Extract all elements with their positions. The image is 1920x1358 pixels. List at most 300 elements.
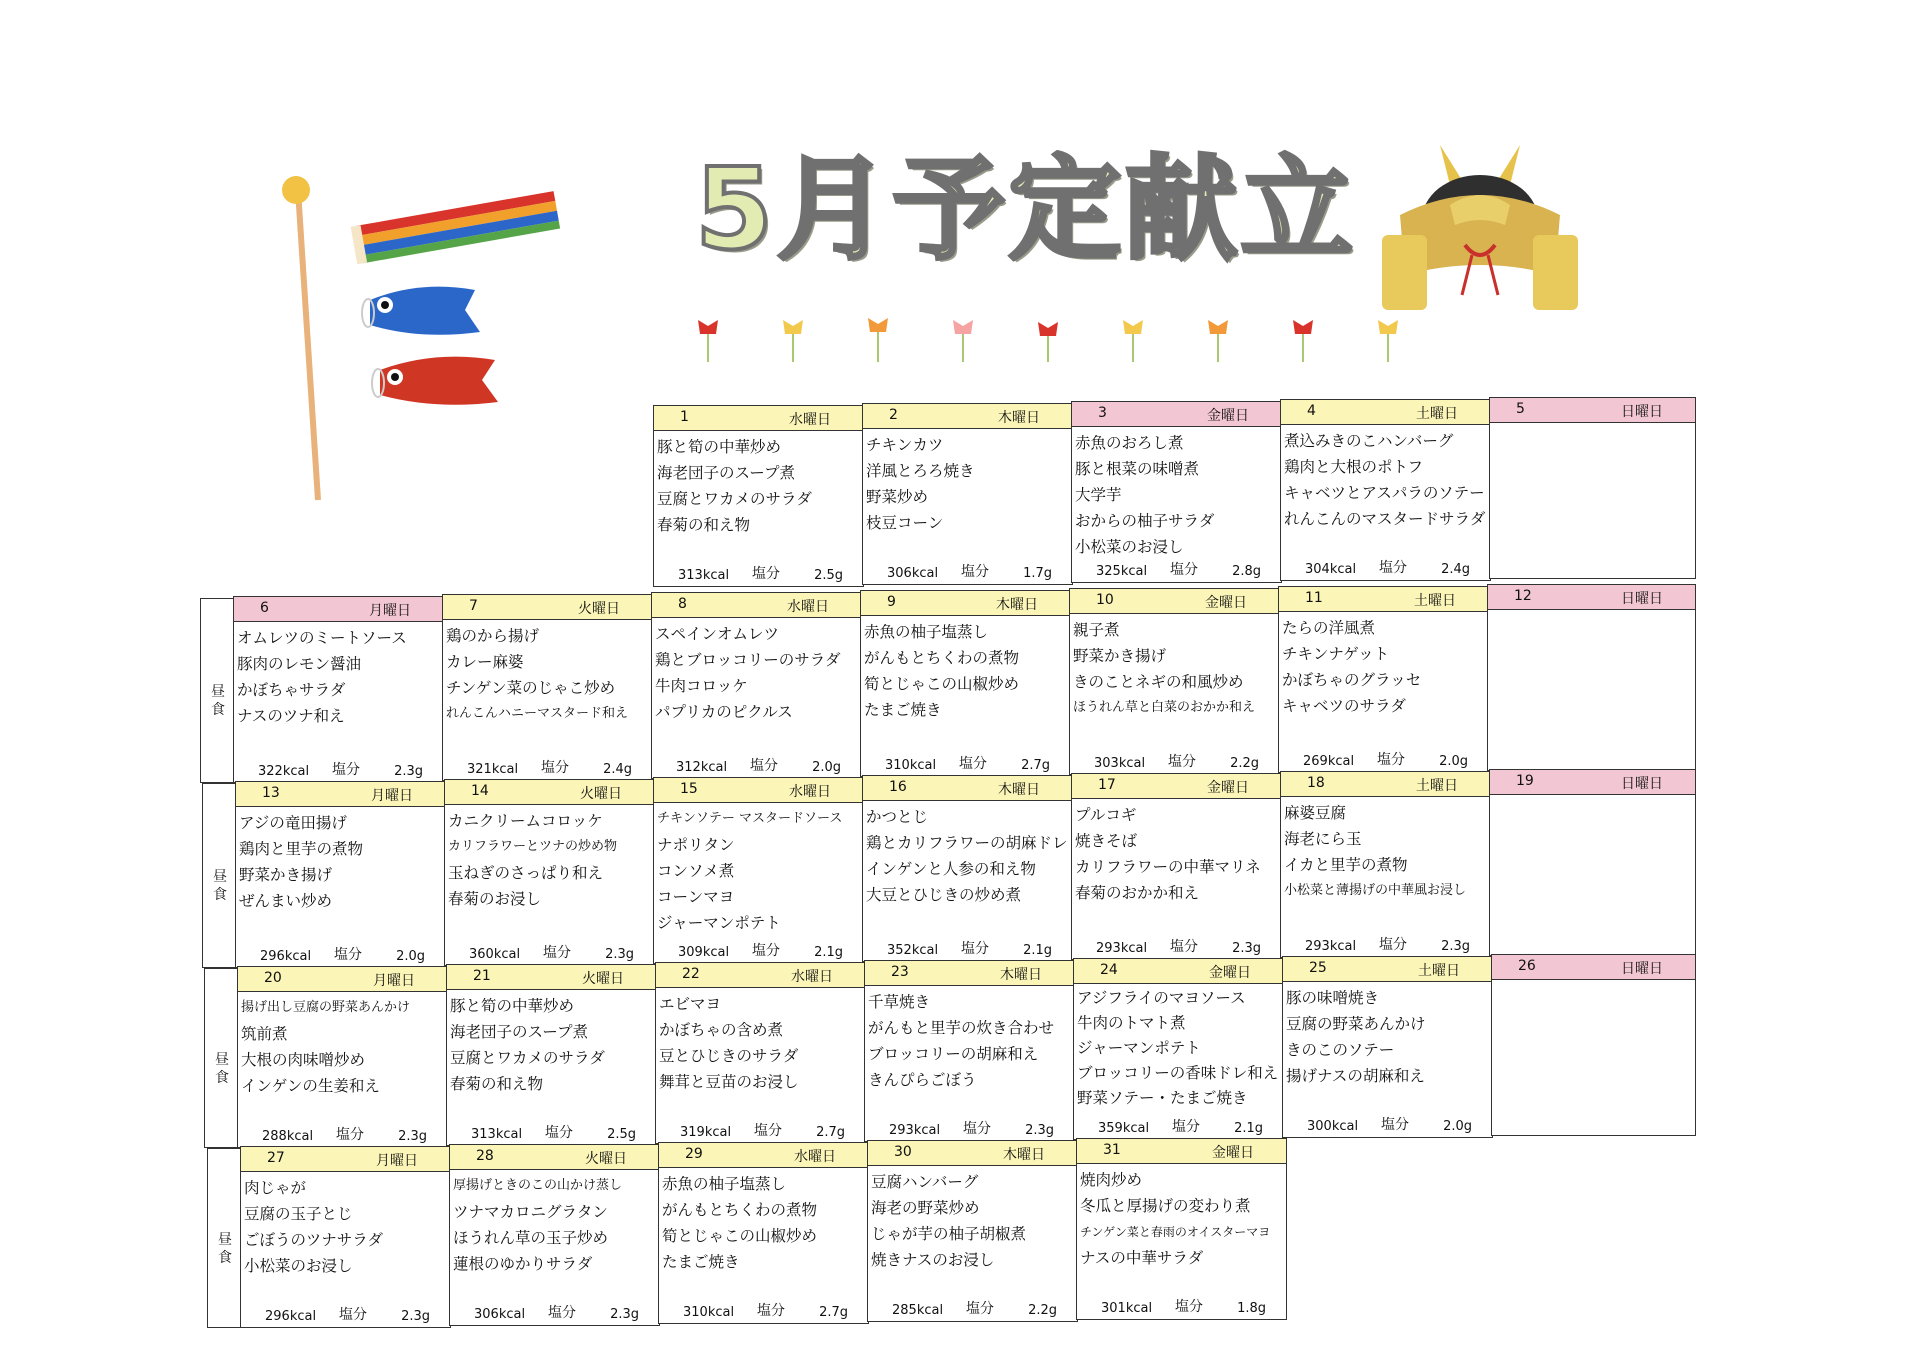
day-number: 8	[678, 596, 687, 612]
menu-item: 枝豆コーン	[866, 514, 944, 532]
salt-label: 塩分	[339, 1307, 367, 1323]
menu-item: れんこんハニーマスタード和え	[446, 706, 629, 721]
day-cell	[442, 594, 653, 781]
day-number: 21	[473, 968, 491, 984]
menu-item: 赤魚の柚子塩蒸し	[662, 1175, 787, 1193]
salt-value: 2.8g	[1232, 564, 1261, 579]
menu-item: 野菜ソテー・たまご焼き	[1077, 1089, 1248, 1107]
day-cell	[1280, 771, 1491, 958]
menu-item: 筍とじゃこの山椒炒め	[864, 675, 1020, 693]
menu-item: がんもとちくわの煮物	[864, 649, 1020, 667]
weekday-label: 火曜日	[585, 1151, 627, 1167]
salt-label: 塩分	[750, 758, 778, 774]
menu-list	[866, 804, 1070, 908]
menu-item: 筑前煮	[241, 1025, 288, 1043]
kcal-value: 310kcal	[683, 1305, 735, 1320]
menu-list	[868, 989, 1072, 1093]
koinobori-illustration	[270, 170, 570, 510]
salt-value: 2.5g	[814, 568, 843, 583]
day-number: 12	[1514, 588, 1532, 604]
menu-item: カニクリームコロッケ	[448, 812, 603, 830]
menu-item: 鶏とカリフラワーの胡麻ドレ	[866, 834, 1068, 852]
salt-label: 塩分	[1170, 562, 1198, 578]
menu-item: 牛肉のトマト煮	[1077, 1014, 1186, 1032]
menu-list	[1284, 428, 1488, 532]
tulip-icon	[868, 318, 888, 362]
nutrition-footer	[887, 940, 1052, 958]
menu-list	[239, 810, 443, 914]
menu-item: 揚げ出し豆腐の野菜あんかけ	[241, 1000, 411, 1015]
menu-list	[1286, 985, 1490, 1089]
day-number: 24	[1100, 962, 1118, 978]
salt-label: 塩分	[545, 1125, 573, 1141]
salt-value: 2.4g	[1441, 562, 1470, 577]
menu-list	[1077, 986, 1281, 1111]
menu-item: コーンマヨ	[657, 888, 735, 906]
weekday-label: 月曜日	[373, 973, 415, 989]
kcal-value: 288kcal	[262, 1129, 314, 1144]
salt-label: 塩分	[543, 945, 571, 961]
day-cell	[1073, 958, 1284, 1140]
menu-item: 春菊のお浸し	[448, 890, 542, 908]
tulip-icon	[1378, 320, 1398, 362]
day-cell	[444, 779, 655, 966]
menu-item: かぼちゃのグラッセ	[1282, 671, 1422, 689]
salt-label: 塩分	[1172, 1119, 1200, 1135]
weekday-label: 日曜日	[1621, 776, 1663, 792]
menu-item: ぜんまい炒め	[239, 892, 333, 910]
weekday-label: 金曜日	[1209, 965, 1251, 981]
salt-label: 塩分	[959, 756, 987, 772]
menu-item: 豆とひじきのサラダ	[659, 1047, 799, 1065]
menu-item: カリフラワーとツナの炒め物	[448, 839, 618, 854]
menu-item: プルコギ	[1075, 806, 1137, 824]
menu-item: ごぼうのツナサラダ	[244, 1231, 384, 1249]
kcal-value: 359kcal	[1098, 1121, 1150, 1136]
menu-list	[244, 1175, 448, 1279]
salt-value: 2.0g	[1443, 1119, 1472, 1134]
day-number: 18	[1307, 775, 1325, 791]
meal-label-lunch: 昼 食	[204, 968, 239, 1148]
menu-item: 海老団子のスープ煮	[657, 464, 795, 482]
kcal-value: 285kcal	[892, 1303, 944, 1318]
day-cell	[235, 781, 446, 968]
menu-item: 小松菜のお浸し	[244, 1257, 353, 1275]
menu-item: きのことネギの和風炒め	[1073, 673, 1244, 691]
nutrition-footer	[467, 759, 632, 777]
weekday-label: 土曜日	[1418, 963, 1460, 979]
salt-value: 1.7g	[1023, 566, 1052, 581]
day-cell	[1280, 399, 1491, 581]
menu-item: 小松菜と薄揚げの中華風お浸し	[1284, 883, 1467, 898]
nutrition-footer	[885, 755, 1050, 773]
menu-item: 赤魚の柚子塩蒸し	[864, 623, 989, 641]
day-number: 13	[262, 785, 280, 801]
menu-list	[662, 1171, 866, 1275]
nutrition-footer	[1096, 561, 1261, 579]
kcal-value: 313kcal	[678, 568, 730, 583]
day-number: 30	[894, 1144, 912, 1160]
menu-item: ナスのツナ和え	[237, 707, 345, 725]
menu-item: 豚肉のレモン醤油	[237, 655, 362, 673]
tulip-icon	[1038, 322, 1058, 362]
kcal-value: 293kcal	[1096, 941, 1148, 956]
day-cell	[864, 960, 1075, 1142]
tulip-icon	[1123, 320, 1143, 362]
menu-item: 豚と筍の中華炒め	[657, 438, 782, 456]
menu-list	[1080, 1167, 1284, 1271]
tulip-row-decoration	[680, 310, 1420, 370]
salt-value: 2.3g	[401, 1309, 430, 1324]
menu-item: たらの洋風煮	[1282, 619, 1376, 637]
salt-value: 2.5g	[607, 1127, 636, 1142]
nutrition-footer	[258, 761, 423, 779]
day-cell	[651, 592, 862, 779]
menu-item: イカと里芋の煮物	[1284, 856, 1408, 874]
salt-value: 2.1g	[814, 945, 843, 960]
nutrition-footer	[680, 1122, 845, 1140]
menu-item: 麻婆豆腐	[1284, 804, 1347, 822]
day-number: 20	[264, 970, 282, 986]
menu-item: 玉ねぎのさっぱり和え	[448, 864, 604, 882]
weekday-label: 木曜日	[996, 597, 1038, 613]
menu-list	[1075, 802, 1279, 906]
page-title: 5月予定献立	[695, 145, 1357, 275]
salt-value: 2.0g	[812, 760, 841, 775]
menu-item: 赤魚のおろし煮	[1075, 434, 1184, 452]
menu-item: 鶏肉と大根のポトフ	[1284, 458, 1424, 476]
menu-item: ブロッコリーの香味ドレ和え	[1077, 1064, 1279, 1082]
salt-value: 2.3g	[1025, 1123, 1054, 1138]
weekday-label: 水曜日	[789, 412, 831, 428]
day-cell	[449, 1144, 660, 1326]
day-number: 4	[1307, 403, 1316, 419]
weekday-label: 金曜日	[1205, 595, 1247, 611]
salt-label: 塩分	[332, 762, 360, 778]
nutrition-footer	[474, 1304, 639, 1322]
salt-label: 塩分	[752, 943, 780, 959]
day-number: 9	[887, 594, 896, 610]
menu-item: きんぴらごぼう	[868, 1071, 977, 1089]
menu-item: かつとじ	[866, 808, 929, 826]
nutrition-footer	[889, 1120, 1054, 1138]
menu-item: 野菜炒め	[866, 488, 929, 506]
kcal-value: 306kcal	[474, 1307, 526, 1322]
menu-item: 春菊の和え物	[450, 1075, 544, 1093]
day-number: 31	[1103, 1142, 1121, 1158]
day-number: 23	[891, 964, 909, 980]
day-number: 19	[1516, 773, 1534, 789]
menu-item: ほうれん草と白菜のおかか和え	[1073, 700, 1256, 715]
salt-label: 塩分	[963, 1121, 991, 1137]
weekday-label: 木曜日	[998, 782, 1040, 798]
menu-item: かぼちゃサラダ	[237, 681, 346, 699]
salt-label: 塩分	[966, 1301, 994, 1317]
salt-value: 2.3g	[610, 1307, 639, 1322]
menu-item: 大学芋	[1075, 486, 1122, 504]
day-cell	[446, 964, 657, 1146]
menu-item: カリフラワーの中華マリネ	[1075, 858, 1261, 876]
day-cell	[1489, 397, 1696, 579]
salt-value: 2.3g	[1441, 939, 1470, 954]
day-number: 2	[889, 407, 898, 423]
weekday-label: 金曜日	[1207, 408, 1249, 424]
menu-item: ジャーマンポテト	[1077, 1039, 1201, 1057]
kcal-value: 310kcal	[885, 758, 937, 773]
menu-item: 海老団子のスープ煮	[450, 1023, 588, 1041]
day-cell	[1069, 588, 1280, 775]
salt-label: 塩分	[1170, 939, 1198, 955]
menu-item: ほうれん草の玉子炒め	[453, 1229, 609, 1247]
menu-item: 親子煮	[1073, 621, 1120, 639]
day-cell	[1282, 956, 1493, 1138]
salt-label: 塩分	[1381, 1117, 1409, 1133]
nutrition-footer	[469, 944, 634, 962]
weekday-label: 日曜日	[1621, 404, 1663, 420]
day-cell	[237, 966, 448, 1148]
salt-label: 塩分	[1168, 754, 1196, 770]
kcal-value: 319kcal	[680, 1125, 732, 1140]
menu-item: カレー麻婆	[446, 653, 524, 671]
menu-item: 豚と根菜の味噌煮	[1075, 460, 1200, 478]
menu-item: 牛肉コロッケ	[655, 677, 748, 695]
menu-item: 焼きナスのお浸し	[871, 1251, 995, 1269]
weekday-label: 水曜日	[789, 784, 831, 800]
salt-label: 塩分	[334, 947, 362, 963]
meal-label-lunch: 昼 食	[202, 783, 237, 968]
weekday-label: 月曜日	[369, 603, 411, 619]
menu-item: きのこのソテー	[1286, 1041, 1395, 1059]
menu-item: 豆腐とワカメのサラダ	[450, 1049, 605, 1067]
menu-list	[450, 993, 654, 1097]
menu-list	[657, 806, 861, 936]
menu-item: 野菜かき揚げ	[239, 866, 333, 884]
nutrition-footer	[678, 942, 843, 960]
menu-item: チンゲン菜のじゃこ炒め	[446, 679, 616, 697]
salt-value: 2.4g	[603, 762, 632, 777]
nutrition-footer	[1305, 559, 1470, 577]
kcal-value: 296kcal	[265, 1309, 317, 1324]
weekday-label: 土曜日	[1416, 406, 1458, 422]
nutrition-footer	[1096, 938, 1261, 956]
kcal-value: 322kcal	[258, 764, 310, 779]
menu-item: ブロッコリーの胡麻和え	[868, 1045, 1039, 1063]
menu-list	[655, 621, 859, 725]
menu-item: インゲンの生姜和え	[241, 1077, 380, 1095]
weekday-label: 水曜日	[794, 1149, 836, 1165]
salt-value: 2.7g	[816, 1125, 845, 1140]
menu-item: キャベツとアスパラのソテー	[1284, 484, 1485, 502]
nutrition-footer	[1101, 1298, 1266, 1316]
kcal-value: 352kcal	[887, 943, 939, 958]
menu-item: チキンナゲット	[1282, 645, 1390, 663]
day-number: 3	[1098, 405, 1107, 421]
day-cell	[233, 596, 444, 783]
menu-item: 焼肉炒め	[1080, 1171, 1143, 1189]
nutrition-footer	[1307, 1116, 1472, 1134]
menu-item: アジフライのマヨソース	[1077, 989, 1246, 1007]
menu-item: 舞茸と豆苗のお浸し	[659, 1073, 799, 1091]
nutrition-footer	[892, 1300, 1057, 1318]
salt-value: 2.0g	[1439, 754, 1468, 769]
menu-item: おからの柚子サラダ	[1075, 512, 1215, 530]
day-number: 7	[469, 598, 478, 614]
nutrition-footer	[1303, 751, 1468, 769]
day-number: 22	[682, 966, 700, 982]
menu-item: 春菊の和え物	[657, 516, 751, 534]
tulip-icon	[698, 320, 718, 362]
day-number: 5	[1516, 401, 1525, 417]
weekday-label: 木曜日	[1003, 1147, 1045, 1163]
menu-item: 焼きそば	[1075, 832, 1138, 850]
salt-value: 2.2g	[1028, 1303, 1057, 1318]
menu-item: 煮込みきのこハンバーグ	[1284, 432, 1454, 450]
nutrition-footer	[1305, 936, 1470, 954]
menu-item: ナポリタン	[657, 836, 735, 854]
nutrition-footer	[683, 1302, 848, 1320]
weekday-label: 水曜日	[791, 969, 833, 985]
salt-value: 1.8g	[1237, 1301, 1266, 1316]
day-number: 29	[685, 1146, 703, 1162]
menu-item: かぼちゃの含め煮	[659, 1021, 784, 1039]
weekday-label: 土曜日	[1414, 593, 1456, 609]
day-number: 1	[680, 409, 689, 425]
weekday-label: 日曜日	[1621, 591, 1663, 607]
day-number: 14	[471, 783, 489, 799]
menu-item: 大豆とひじきの炒め煮	[866, 886, 1022, 904]
salt-label: 塩分	[961, 564, 989, 580]
meal-label-lunch: 昼 食	[207, 1148, 242, 1328]
salt-value: 2.3g	[1232, 941, 1261, 956]
menu-item: オムレツのミートソース	[237, 629, 407, 647]
menu-item: じゃが芋の柚子胡椒煮	[871, 1225, 1027, 1243]
nutrition-footer	[260, 946, 425, 964]
salt-value: 2.2g	[1230, 756, 1259, 771]
menu-list	[1073, 617, 1277, 721]
weekday-label: 火曜日	[580, 786, 622, 802]
menu-item: キャベツのサラダ	[1282, 697, 1406, 715]
salt-label: 塩分	[336, 1127, 364, 1143]
nutrition-footer	[471, 1124, 636, 1142]
weekday-label: 金曜日	[1207, 780, 1249, 796]
nutrition-footer	[1098, 1118, 1263, 1136]
day-number: 10	[1096, 592, 1114, 608]
menu-list	[453, 1173, 657, 1277]
kcal-value: 296kcal	[260, 949, 312, 964]
menu-item: 厚揚げときのこの山かけ蒸し	[453, 1178, 623, 1193]
tulip-icon	[953, 320, 973, 362]
nutrition-footer	[262, 1126, 427, 1144]
menu-item: スペインオムレツ	[655, 625, 780, 643]
kabuto-helmet-illustration	[1370, 125, 1590, 325]
menu-item: インゲンと人参の和え物	[866, 860, 1036, 878]
menu-list	[1284, 800, 1488, 904]
menu-item: チキンカツ	[866, 436, 944, 454]
menu-list	[657, 434, 861, 538]
menu-item: 鶏肉と里芋の煮物	[239, 840, 364, 858]
salt-label: 塩分	[961, 941, 989, 957]
nutrition-footer	[887, 563, 1052, 581]
kcal-value: 303kcal	[1094, 756, 1146, 771]
salt-value: 2.1g	[1023, 943, 1052, 958]
day-cell	[658, 1142, 869, 1324]
salt-value: 2.3g	[605, 947, 634, 962]
day-number: 11	[1305, 590, 1323, 606]
menu-item: ナスの中華サラダ	[1080, 1249, 1204, 1267]
menu-item: 野菜かき揚げ	[1073, 647, 1167, 665]
day-cell	[860, 590, 1071, 777]
salt-value: 2.3g	[398, 1129, 427, 1144]
day-number: 26	[1518, 958, 1536, 974]
weekday-label: 木曜日	[998, 410, 1040, 426]
kcal-value: 321kcal	[467, 762, 519, 777]
menu-item: 肉じゃが	[244, 1179, 307, 1197]
salt-label: 塩分	[1175, 1299, 1203, 1315]
day-number: 17	[1098, 777, 1116, 793]
weekday-label: 日曜日	[1621, 961, 1663, 977]
tulip-icon	[1208, 320, 1228, 362]
weekday-label: 水曜日	[787, 599, 829, 615]
kcal-value: 306kcal	[887, 566, 939, 581]
menu-list	[446, 623, 650, 727]
menu-item: アジの竜田揚げ	[239, 814, 347, 832]
day-cell	[862, 403, 1073, 585]
menu-item: れんこんのマスタードサラダ	[1284, 510, 1486, 528]
nutrition-footer	[676, 757, 841, 775]
weekday-label: 月曜日	[371, 788, 413, 804]
tulip-icon	[783, 320, 803, 362]
menu-item: たまご焼き	[662, 1253, 740, 1271]
salt-label: 塩分	[548, 1305, 576, 1321]
menu-item: 豆腐ハンバーグ	[871, 1173, 979, 1191]
salt-value: 2.7g	[819, 1305, 848, 1320]
menu-item: がんもと里芋の炊き合わせ	[868, 1019, 1055, 1037]
menu-item: パプリカのピクルス	[655, 703, 793, 721]
menu-list	[864, 619, 1068, 723]
menu-item: 小松菜のお浸し	[1075, 538, 1184, 556]
kcal-value: 304kcal	[1305, 562, 1357, 577]
kcal-value: 309kcal	[678, 945, 730, 960]
salt-label: 塩分	[1379, 560, 1407, 576]
day-cell	[1076, 1138, 1287, 1320]
menu-item: 千草焼き	[868, 993, 931, 1011]
menu-item: がんもとちくわの煮物	[662, 1201, 818, 1219]
menu-list	[1282, 615, 1486, 719]
day-number: 28	[476, 1148, 494, 1164]
menu-item: ツナマカロニグラタン	[453, 1203, 608, 1221]
menu-list	[448, 808, 652, 912]
kcal-value: 312kcal	[676, 760, 728, 775]
kcal-value: 360kcal	[469, 947, 521, 962]
menu-item: 春菊のおかか和え	[1075, 884, 1200, 902]
weekday-label: 月曜日	[376, 1153, 418, 1169]
nutrition-footer	[265, 1306, 430, 1324]
salt-label: 塩分	[541, 760, 569, 776]
kcal-value: 269kcal	[1303, 754, 1355, 769]
menu-item: 海老の野菜炒め	[871, 1199, 980, 1217]
weekday-label: 火曜日	[578, 601, 620, 617]
menu-item: エビマヨ	[659, 995, 722, 1013]
kcal-value: 293kcal	[889, 1123, 941, 1138]
menu-list	[659, 991, 863, 1095]
menu-item: 豆腐の玉子とじ	[244, 1205, 353, 1223]
menu-item: 海老にら玉	[1284, 830, 1362, 848]
day-cell	[1489, 769, 1696, 956]
day-number: 25	[1309, 960, 1327, 976]
nutrition-footer	[678, 565, 843, 583]
day-cell	[867, 1140, 1078, 1322]
day-number: 16	[889, 779, 907, 795]
